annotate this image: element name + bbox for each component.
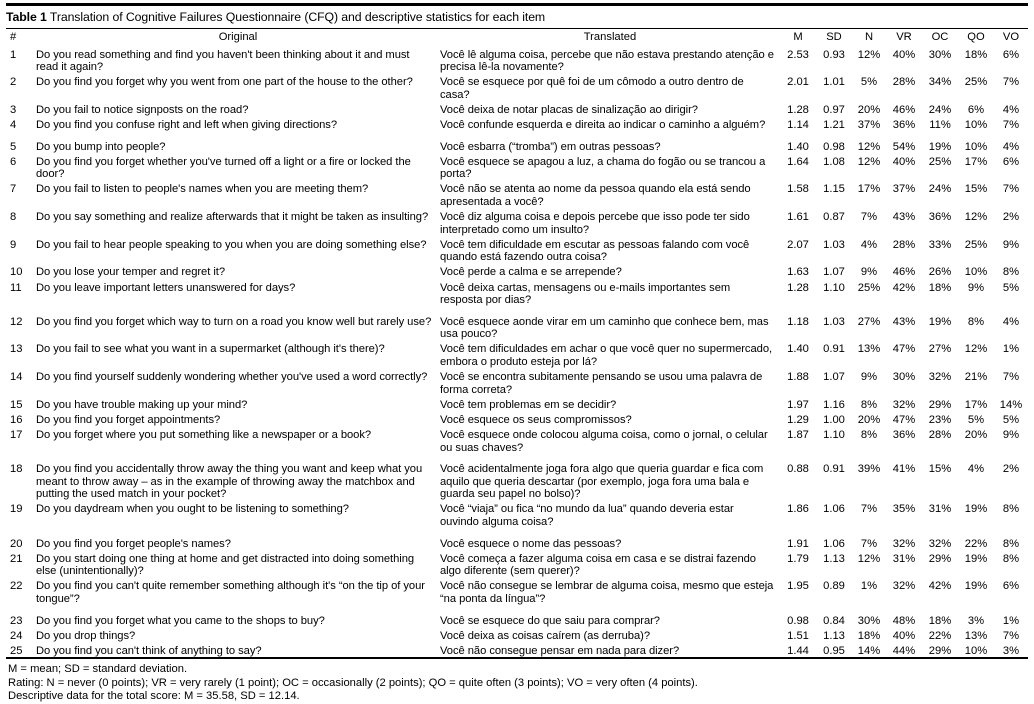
- item-vo-value: 7%: [1002, 183, 1020, 196]
- column-header-num: #: [10, 31, 17, 43]
- item-m-value: 1.79: [787, 552, 809, 565]
- item-number: 15: [10, 398, 23, 411]
- item-sd-value: 0.87: [823, 211, 845, 224]
- item-original-text: Do you find you forget appointments?: [36, 413, 221, 426]
- item-oc-value: 26%: [928, 266, 952, 279]
- table-header: [6, 29, 1028, 46]
- item-translated-text: Você esquece onde colocou alguma coisa, como o jornal, o celular ou suas chaves?: [440, 428, 768, 454]
- column-header-m: M: [793, 31, 803, 43]
- item-translated-text: Você perde a calma e se arrepende?: [440, 266, 622, 279]
- item-original-text: Do you daydream when you ought to be listening to something?: [36, 503, 349, 516]
- item-vo-value: 4%: [1002, 315, 1020, 328]
- item-m-value: 2.53: [787, 48, 809, 61]
- item-original-text: Do you fail to notice signposts on the road?: [36, 103, 249, 116]
- item-n-value: 5%: [860, 76, 878, 89]
- item-number: 1: [10, 48, 17, 61]
- table-row: [6, 101, 1028, 116]
- item-qo-value: 25%: [964, 238, 988, 251]
- table-body: [6, 46, 1028, 657]
- item-oc-value: 29%: [928, 644, 952, 657]
- item-sd-value: 0.91: [823, 343, 845, 356]
- item-oc-value: 32%: [928, 537, 952, 550]
- item-qo-value: 20%: [964, 428, 988, 441]
- item-number: 16: [10, 413, 23, 426]
- item-vr-value: 32%: [892, 398, 916, 411]
- item-n-value: 18%: [857, 629, 881, 642]
- item-vo-value: 2%: [1002, 211, 1020, 224]
- item-vr-value: 31%: [892, 552, 916, 565]
- item-qo-value: 12%: [964, 343, 988, 356]
- item-sd-value: 1.13: [823, 552, 845, 565]
- item-oc-value: 31%: [928, 503, 952, 516]
- item-vo-value: 3%: [1002, 644, 1020, 657]
- item-qo-value: 10%: [964, 644, 988, 657]
- item-translated-text: Você deixa de notar placas de sinalização ao dirigir?: [440, 103, 698, 116]
- item-qo-value: 25%: [964, 76, 988, 89]
- item-n-value: 13%: [857, 343, 881, 356]
- item-original-text: Do you find yourself suddenly wondering whether you've used a word correctly?: [36, 371, 428, 384]
- item-number: 23: [10, 614, 23, 627]
- table-row: [6, 181, 1028, 209]
- item-vr-value: 40%: [892, 629, 916, 642]
- item-vo-value: 6%: [1002, 48, 1020, 61]
- table-row: [6, 627, 1028, 642]
- item-oc-value: 27%: [928, 343, 952, 356]
- item-sd-value: 1.01: [823, 76, 845, 89]
- item-n-value: 12%: [857, 48, 881, 61]
- item-vo-value: 6%: [1002, 580, 1020, 593]
- item-qo-value: 3%: [967, 614, 985, 627]
- item-vo-value: 7%: [1002, 76, 1020, 89]
- item-number: 13: [10, 343, 23, 356]
- item-original-text: Do you fail to hear people speaking to you when you are doing something else?: [36, 238, 427, 251]
- item-sd-value: 0.91: [823, 463, 845, 476]
- item-vr-value: 41%: [892, 463, 916, 476]
- table-figure: [0, 3, 1034, 703]
- item-vr-value: 43%: [892, 315, 916, 328]
- item-m-value: 1.51: [787, 629, 809, 642]
- item-oc-value: 11%: [929, 118, 951, 131]
- item-qo-value: 9%: [967, 281, 985, 294]
- item-m-value: 1.40: [787, 140, 809, 153]
- item-vr-value: 54%: [892, 140, 916, 153]
- item-original-text: Do you drop things?: [36, 629, 136, 642]
- footnote-total-score: Descriptive data for the total score: M = 35.58, SD = 12.14.: [8, 690, 300, 703]
- item-m-value: 1.63: [787, 266, 809, 279]
- item-m-value: 1.64: [787, 155, 809, 168]
- item-n-value: 8%: [860, 428, 878, 441]
- item-original-text: Do you leave important letters unanswered for days?: [36, 281, 296, 294]
- item-original-text: Do you find you confuse right and left when giving directions?: [36, 118, 338, 131]
- item-original-text: Do you find you forget why you went from one part of the house to the other?: [36, 76, 413, 89]
- item-qo-value: 6%: [967, 103, 985, 116]
- item-number: 2: [10, 76, 17, 89]
- item-number: 8: [10, 211, 17, 224]
- item-sd-value: 1.15: [823, 183, 845, 196]
- item-vo-value: 8%: [1002, 503, 1020, 516]
- item-m-value: 1.29: [787, 413, 809, 426]
- item-vo-value: 7%: [1002, 629, 1020, 642]
- table-row: [6, 236, 1028, 264]
- item-n-value: 8%: [860, 398, 878, 411]
- column-header-sd: SD: [826, 31, 842, 43]
- item-sd-value: 1.13: [823, 629, 845, 642]
- item-qo-value: 17%: [964, 398, 988, 411]
- item-vr-value: 40%: [892, 155, 916, 168]
- item-original-text: Do you say something and realize afterwards that it might be taken as insulting?: [36, 211, 429, 224]
- item-sd-value: 1.06: [823, 503, 845, 516]
- item-n-value: 25%: [857, 281, 881, 294]
- item-number: 25: [10, 644, 23, 657]
- item-vo-value: 1%: [1002, 614, 1020, 627]
- item-sd-value: 1.07: [823, 266, 845, 279]
- table-row: [6, 369, 1028, 397]
- column-header-vo: VO: [1002, 31, 1020, 43]
- item-translated-text: Você esquece os seus compromissos?: [440, 413, 632, 426]
- column-header-qo: QO: [967, 31, 985, 43]
- item-original-text: Do you read something and find you haven't been thinking about it and must read it again?: [36, 48, 410, 74]
- item-vo-value: 9%: [1002, 238, 1020, 251]
- item-vr-value: 30%: [892, 371, 916, 384]
- item-qo-value: 19%: [964, 580, 988, 593]
- item-vr-value: 32%: [892, 580, 916, 593]
- item-original-text: Do you find you can't quite remember something although it's “on the tip of your tongue”?: [36, 580, 425, 605]
- item-m-value: 2.07: [787, 238, 809, 251]
- item-vo-value: 6%: [1002, 155, 1020, 168]
- table-row: [6, 642, 1028, 657]
- item-sd-value: 1.00: [823, 413, 845, 426]
- table-caption-text: Translation of Cognitive Failures Questionnaire (CFQ) and descriptive statistics for each item: [49, 10, 546, 24]
- item-qo-value: 12%: [964, 211, 988, 224]
- item-original-text: Do you start doing one thing at home and get distracted into doing something else (unintentionally)?: [36, 552, 415, 578]
- item-sd-value: 1.03: [823, 315, 845, 328]
- item-m-value: 1.95: [787, 580, 809, 593]
- item-m-value: 1.44: [787, 644, 809, 657]
- item-translated-text: Você esbarra (“tromba”) em outras pessoas?: [440, 140, 661, 153]
- item-qo-value: 10%: [964, 266, 988, 279]
- item-m-value: 1.14: [787, 118, 809, 131]
- item-number: 4: [10, 118, 17, 131]
- item-translated-text: Você diz alguma coisa e depois percebe que isso pode ter sido interpretado como um insulto?: [440, 211, 750, 236]
- footnote-abbreviations: M = mean; SD = standard deviation.: [8, 663, 188, 676]
- item-number: 12: [10, 315, 23, 328]
- item-translated-text: Você esquece aonde virar em um caminho que conhece bem, mas usa pouco?: [440, 315, 769, 341]
- item-sd-value: 1.07: [823, 371, 845, 384]
- table-row: [6, 606, 1028, 628]
- item-sd-value: 1.06: [823, 537, 845, 550]
- item-number: 20: [10, 537, 23, 550]
- item-translated-text: Você acidentalmente joga fora algo que queria guardar e fica com aquilo que queria descartar (por exemplo, joga fora uma bala e guarda seu papel no bolso)?: [440, 463, 764, 501]
- item-sd-value: 1.16: [823, 398, 845, 411]
- item-vo-value: 14%: [999, 398, 1023, 411]
- cfq-table: [6, 29, 1028, 657]
- item-translated-text: Você não se atenta ao nome da pessoa quando ela está sendo apresentada a você?: [440, 183, 751, 208]
- table-row: [6, 454, 1028, 501]
- item-vr-value: 35%: [892, 503, 916, 516]
- item-original-text: Do you find you forget people's names?: [36, 537, 231, 550]
- item-original-text: Do you fail to listen to people's names when you are meeting them?: [36, 183, 369, 196]
- item-m-value: 1.28: [787, 281, 809, 294]
- item-qo-value: 13%: [964, 629, 988, 642]
- item-vo-value: 5%: [1002, 413, 1020, 426]
- item-qo-value: 15%: [964, 183, 988, 196]
- item-oc-value: 32%: [928, 371, 952, 384]
- item-vr-value: 36%: [892, 118, 916, 131]
- item-oc-value: 24%: [928, 183, 952, 196]
- item-oc-value: 18%: [928, 281, 952, 294]
- column-header-translated: Translated: [583, 31, 637, 43]
- column-header-n: N: [864, 31, 874, 43]
- item-qo-value: 5%: [967, 413, 985, 426]
- item-oc-value: 15%: [928, 463, 952, 476]
- item-vo-value: 2%: [1002, 463, 1020, 476]
- item-number: 14: [10, 371, 23, 384]
- item-n-value: 4%: [860, 238, 878, 251]
- item-oc-value: 23%: [928, 413, 952, 426]
- table-row: [6, 209, 1028, 237]
- item-oc-value: 28%: [928, 428, 952, 441]
- item-m-value: 1.40: [787, 343, 809, 356]
- item-n-value: 9%: [860, 371, 878, 384]
- item-oc-value: 42%: [928, 580, 952, 593]
- item-translated-text: Você se esquece do que saiu para comprar?: [440, 614, 660, 627]
- item-vr-value: 46%: [892, 103, 916, 116]
- item-oc-value: 25%: [928, 155, 952, 168]
- item-qo-value: 21%: [964, 371, 988, 384]
- item-number: 11: [10, 281, 22, 294]
- item-oc-value: 34%: [928, 76, 952, 89]
- item-sd-value: 1.10: [823, 428, 845, 441]
- item-vr-value: 48%: [892, 614, 916, 627]
- item-qo-value: 19%: [964, 552, 988, 565]
- item-n-value: 30%: [857, 614, 881, 627]
- item-vr-value: 47%: [892, 343, 916, 356]
- item-number: 3: [10, 103, 17, 116]
- item-number: 7: [10, 183, 17, 196]
- item-oc-value: 24%: [928, 103, 952, 116]
- item-number: 10: [10, 266, 23, 279]
- item-oc-value: 29%: [928, 552, 952, 565]
- item-n-value: 9%: [860, 266, 878, 279]
- item-m-value: 1.88: [787, 371, 809, 384]
- table-row: [6, 307, 1028, 341]
- item-vo-value: 5%: [1002, 281, 1020, 294]
- item-number: 22: [10, 580, 23, 593]
- item-n-value: 7%: [860, 537, 878, 550]
- table-row: [6, 116, 1028, 131]
- item-translated-text: Você começa a fazer alguma coisa em casa e se distrai fazendo algo diferente (sem querer)?: [440, 552, 756, 578]
- item-n-value: 17%: [857, 183, 881, 196]
- item-n-value: 14%: [857, 644, 881, 657]
- item-original-text: Do you find you forget which way to turn on a road you know well but rarely use?: [36, 315, 432, 328]
- item-n-value: 39%: [857, 463, 881, 476]
- table-row: [6, 46, 1028, 74]
- item-translated-text: Você lê alguma coisa, percebe que não estava prestando atenção e precisa lê-la novamente?: [440, 48, 774, 74]
- item-n-value: 12%: [857, 140, 881, 153]
- column-header-original: Original: [218, 31, 258, 43]
- item-vr-value: 42%: [892, 281, 916, 294]
- item-n-value: 7%: [860, 211, 878, 224]
- item-original-text: Do you have trouble making up your mind?: [36, 398, 248, 411]
- table-row: [6, 153, 1028, 181]
- item-qo-value: 10%: [964, 118, 988, 131]
- table-row: [6, 74, 1028, 102]
- item-sd-value: 0.97: [823, 103, 845, 116]
- item-m-value: 1.28: [787, 103, 809, 116]
- footnote-rating-scale: Rating: N = never (0 points); VR = very rarely (1 point); OC = occasionally (2 points); QO = quite often (3 points); VO = very often (4 points).: [8, 676, 698, 689]
- item-qo-value: 10%: [964, 140, 988, 153]
- table-caption: [6, 6, 1028, 28]
- table-caption-label: Table 1: [6, 10, 47, 24]
- item-original-text: Do you bump into people?: [36, 140, 166, 153]
- item-n-value: 7%: [860, 503, 878, 516]
- item-oc-value: 19%: [928, 140, 952, 153]
- item-number: 21: [10, 552, 23, 565]
- item-qo-value: 19%: [964, 503, 988, 516]
- item-vo-value: 7%: [1002, 118, 1020, 131]
- item-translated-text: Você “viaja” ou fica “no mundo da lua” quando deveria estar ouvindo alguma coisa?: [440, 503, 734, 528]
- item-sd-value: 1.21: [823, 118, 845, 131]
- item-sd-value: 0.95: [823, 644, 845, 657]
- item-vo-value: 4%: [1002, 103, 1020, 116]
- item-vr-value: 32%: [892, 537, 916, 550]
- table-row: [6, 279, 1028, 307]
- item-translated-text: Você confunde esquerda e direita ao indicar o caminho a alguém?: [440, 118, 766, 131]
- item-vr-value: 43%: [892, 211, 916, 224]
- item-m-value: 1.61: [787, 211, 809, 224]
- item-vr-value: 36%: [892, 428, 916, 441]
- item-sd-value: 0.89: [823, 580, 845, 593]
- item-translated-text: Você esquece se apagou a luz, a chama do fogão ou se trancou a porta?: [440, 155, 766, 181]
- item-sd-value: 0.84: [823, 614, 845, 627]
- item-m-value: 1.18: [787, 315, 809, 328]
- item-translated-text: Você esquece o nome das pessoas?: [440, 537, 622, 550]
- item-n-value: 12%: [857, 552, 881, 565]
- item-sd-value: 1.03: [823, 238, 845, 251]
- item-vr-value: 28%: [892, 238, 916, 251]
- table-row: [6, 578, 1028, 606]
- item-original-text: Do you fail to see what you want in a supermarket (although it's there)?: [36, 343, 385, 356]
- item-vo-value: 8%: [1002, 537, 1020, 550]
- item-sd-value: 1.10: [823, 281, 845, 294]
- item-qo-value: 18%: [964, 48, 988, 61]
- item-m-value: 1.58: [787, 183, 809, 196]
- item-vo-value: 4%: [1002, 140, 1020, 153]
- item-translated-text: Você tem dificuldades em achar o que você quer no supermercado, embora o produto esteja por lá?: [440, 343, 773, 368]
- item-m-value: 1.91: [787, 537, 809, 550]
- item-original-text: Do you lose your temper and regret it?: [36, 266, 226, 279]
- item-original-text: Do you find you can't think of anything to say?: [36, 644, 262, 657]
- table-row: [6, 550, 1028, 578]
- item-vo-value: 8%: [1002, 552, 1020, 565]
- item-oc-value: 29%: [928, 398, 952, 411]
- item-vr-value: 44%: [892, 644, 916, 657]
- item-original-text: Do you find you forget what you came to the shops to buy?: [36, 614, 325, 627]
- item-vr-value: 40%: [892, 48, 916, 61]
- item-number: 6: [10, 155, 17, 168]
- item-vr-value: 46%: [892, 266, 916, 279]
- item-sd-value: 0.98: [823, 140, 845, 153]
- item-vo-value: 1%: [1002, 343, 1020, 356]
- item-qo-value: 22%: [964, 537, 988, 550]
- item-m-value: 2.01: [787, 76, 809, 89]
- item-original-text: Do you forget where you put something like a newspaper or a book?: [36, 428, 372, 441]
- item-m-value: 0.98: [787, 614, 809, 627]
- item-m-value: 0.88: [787, 463, 809, 476]
- item-oc-value: 19%: [928, 315, 952, 328]
- item-translated-text: Você não consegue pensar em nada para dizer?: [440, 644, 680, 657]
- item-oc-value: 18%: [928, 614, 952, 627]
- item-translated-text: Você se encontra subitamente pensando se usou uma palavra de forma correta?: [440, 371, 763, 396]
- item-qo-value: 17%: [964, 155, 988, 168]
- item-n-value: 1%: [860, 580, 878, 593]
- item-vo-value: 9%: [1002, 428, 1020, 441]
- header-row: [6, 29, 1028, 46]
- item-n-value: 12%: [857, 155, 881, 168]
- item-vo-value: 8%: [1002, 266, 1020, 279]
- item-number: 9: [10, 238, 17, 251]
- item-oc-value: 36%: [928, 211, 952, 224]
- item-vr-value: 37%: [892, 183, 916, 196]
- item-sd-value: 0.93: [823, 48, 845, 61]
- item-translated-text: Você se esquece por quê foi de um cômodo a outro dentro de casa?: [440, 76, 744, 101]
- item-sd-value: 1.08: [823, 155, 845, 168]
- item-n-value: 20%: [857, 103, 881, 116]
- item-oc-value: 33%: [928, 238, 952, 251]
- table-row: [6, 529, 1028, 551]
- item-number: 18: [10, 463, 23, 476]
- table-row: [6, 426, 1028, 454]
- item-number: 17: [10, 428, 23, 441]
- item-m-value: 1.97: [787, 398, 809, 411]
- item-m-value: 1.86: [787, 503, 809, 516]
- item-translated-text: Você tem problemas em se decidir?: [440, 398, 617, 411]
- item-qo-value: 4%: [967, 463, 985, 476]
- item-oc-value: 30%: [928, 48, 952, 61]
- item-translated-text: Você deixa as coisas caírem (as derruba)?: [440, 629, 650, 642]
- table-row: [6, 341, 1028, 369]
- item-n-value: 37%: [857, 118, 881, 131]
- item-n-value: 20%: [857, 413, 881, 426]
- item-number: 24: [10, 629, 23, 642]
- item-vo-value: 7%: [1002, 371, 1020, 384]
- item-translated-text: Você não consegue se lembrar de alguma coisa, mesmo que esteja “na ponta da língua”?: [440, 580, 774, 605]
- table-row: [6, 411, 1028, 426]
- item-n-value: 27%: [857, 315, 881, 328]
- table-row: [6, 396, 1028, 411]
- column-header-vr: VR: [896, 31, 912, 43]
- item-original-text: Do you find you forget whether you've turned off a light or a fire or locked the door?: [36, 155, 411, 181]
- item-translated-text: Você tem dificuldade em escutar as pessoas falando com você quando está fazendo outra coisa?: [440, 238, 750, 264]
- item-original-text: Do you find you accidentally throw away the thing you want and keep what you meant to throw away – as in the example of throwing away the matchbox and putting the used match in your pocket?: [36, 463, 423, 501]
- table-row: [6, 501, 1028, 529]
- item-translated-text: Você deixa cartas, mensagens ou e-mails importantes sem resposta por dias?: [440, 281, 731, 307]
- table-row: [6, 264, 1028, 279]
- table-row: [6, 132, 1028, 154]
- item-number: 19: [10, 503, 23, 516]
- item-number: 5: [10, 140, 17, 153]
- item-vr-value: 47%: [892, 413, 916, 426]
- item-qo-value: 8%: [967, 315, 985, 328]
- table-footnotes: [6, 659, 1028, 703]
- item-oc-value: 22%: [928, 629, 952, 642]
- item-vr-value: 28%: [892, 76, 916, 89]
- column-header-oc: OC: [931, 31, 949, 43]
- item-m-value: 1.87: [787, 428, 809, 441]
